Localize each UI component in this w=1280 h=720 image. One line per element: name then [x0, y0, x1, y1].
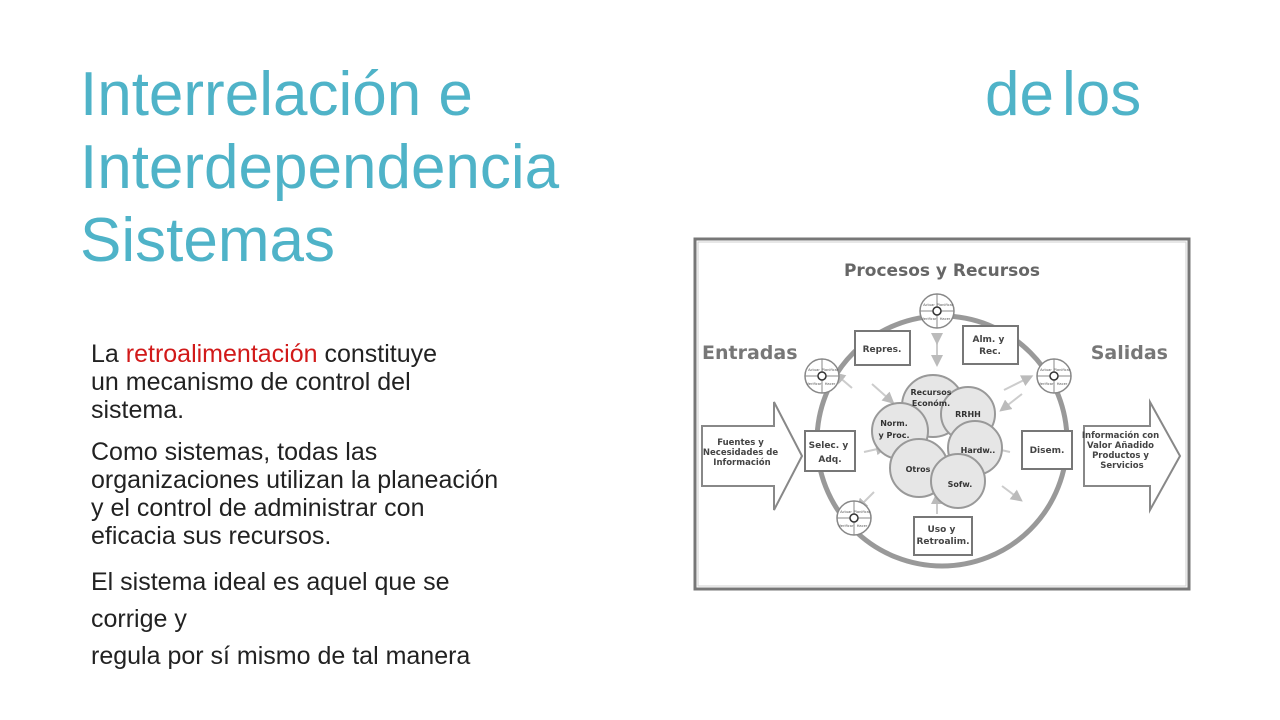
slide-title [80, 58, 559, 277]
svg-text:Alm. y Rec.: Alm. y Rec. [972, 335, 1005, 357]
svg-text:Hacer: Hacer [1056, 382, 1068, 386]
box-alm-rec [963, 326, 1018, 364]
label-salidas: Salidas [1090, 342, 1168, 364]
highlight-retroalimentacion: retroalimentación [125, 340, 318, 368]
svg-text:Norm.y Proc.: Norm. y Proc. [878, 419, 910, 440]
svg-text:RRHH: RRHH [955, 410, 981, 419]
svg-text:Actuar: Actuar [923, 303, 935, 307]
title-right [985, 58, 1141, 131]
svg-text:Hacer: Hacer [856, 524, 868, 528]
p2-line4: eficacia sus recursos. [91, 522, 332, 550]
p3-line1: El sistema ideal es aquel que se [91, 568, 450, 596]
p1-line2: un mecanismo de control del [91, 368, 411, 396]
p3-line2: corrige y [91, 605, 187, 633]
svg-text:Uso y Retroalim.: Uso y Retroalim. [916, 525, 970, 547]
diagram-header: Procesos y Recursos [843, 261, 1041, 281]
svg-text:Actuar: Actuar [1040, 368, 1052, 372]
box-uso-retroalim [914, 517, 972, 555]
box-selec-adq [805, 431, 855, 471]
title-word-los: los [1061, 60, 1142, 129]
body-text [91, 340, 621, 689]
svg-text:Repres.: Repres. [862, 345, 902, 355]
process-diagram [692, 236, 1192, 592]
paragraph-1 [91, 340, 621, 424]
svg-text:RecursosEconóm.: Recursos Económ. [910, 388, 952, 408]
pdca-wheel-bottom [837, 501, 871, 535]
p3-line3: regula por sí mismo de tal manera [91, 642, 471, 670]
svg-text:Selec. y Adq.: Selec. y Adq. [808, 441, 849, 465]
svg-text:Sofw.: Sofw. [947, 480, 973, 489]
svg-text:Planificar: Planificar [1053, 368, 1071, 372]
svg-text:Planificar: Planificar [853, 510, 871, 514]
p1-before: La [91, 340, 126, 368]
svg-text:Verificar: Verificar [1038, 382, 1054, 386]
title-line-1: Interrelación e [80, 60, 473, 129]
input-arrow-text: Fuentes y Necesidades de Información [702, 438, 779, 468]
svg-text:Actuar: Actuar [808, 368, 820, 372]
box-disem [1022, 431, 1072, 469]
p2-line2: organizaciones utilizan la planeación [91, 466, 499, 494]
pdca-wheel-top [920, 294, 954, 328]
p2-line3: y el control de administrar con [91, 494, 425, 522]
svg-text:Otros: Otros [905, 465, 931, 474]
box-repres [855, 331, 910, 365]
svg-text:Hardw..: Hardw.. [960, 446, 996, 455]
svg-text:Planificar: Planificar [936, 303, 954, 307]
title-line-2: Interdependencia [80, 133, 560, 202]
svg-text:Hacer: Hacer [939, 317, 951, 321]
svg-text:Actuar: Actuar [840, 510, 852, 514]
svg-text:Verificar: Verificar [806, 382, 822, 386]
p2-line1: Como sistemas, todas las [91, 438, 378, 466]
output-arrow-text: Información con Valor Añadido Productos y Servicios [1081, 431, 1160, 471]
svg-text:Verificar: Verificar [838, 524, 854, 528]
paragraph-2 [91, 438, 621, 550]
pdca-wheel-left [805, 359, 839, 393]
svg-text:Disem.: Disem. [1029, 446, 1065, 456]
label-entradas: Entradas [702, 342, 798, 364]
p1-line3: sistema. [91, 396, 185, 424]
svg-text:Verificar: Verificar [921, 317, 937, 321]
svg-text:Planificar: Planificar [821, 368, 839, 372]
svg-text:Hacer: Hacer [824, 382, 836, 386]
title-word-de: de [985, 60, 1054, 129]
paragraph-3 [91, 564, 621, 675]
title-line-3: Sistemas [80, 206, 335, 275]
pdca-wheel-right [1037, 359, 1071, 393]
p1-after: constituye [317, 340, 438, 368]
